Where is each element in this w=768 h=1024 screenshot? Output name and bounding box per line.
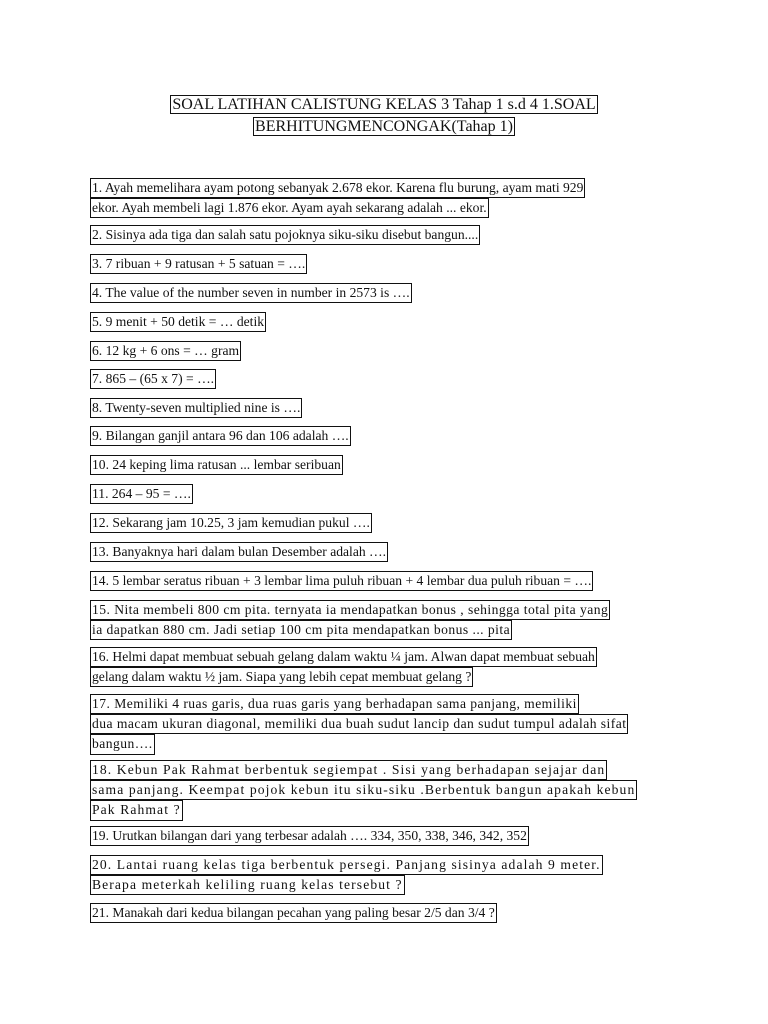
question-line: Pak Rahmat ? [90,800,183,820]
question-21 [90,903,497,923]
question-line: 10. 24 keping lima ratusan ... lembar seribuan [90,455,343,475]
question-line: 20. Lantai ruang kelas tiga berbentuk persegi. Panjang sisinya adalah 9 meter. [90,855,603,875]
question-line: 11. 264 – 95 = …. [90,484,193,504]
question-line: 8. Twenty-seven multiplied nine is …. [90,398,302,418]
question-line: 13. Banyaknya hari dalam bulan Desember adalah …. [90,542,388,562]
question-line: 6. 12 kg + 6 ons = … gram [90,341,241,361]
question-line: 18. Kebun Pak Rahmat berbentuk segiempat . Sisi yang berhadapan sejajar dan [90,760,607,780]
question-line: bangun…. [90,734,155,754]
question-line: 19. Urutkan bilangan dari yang terbesar adalah …. 334, 350, 338, 346, 342, 352 [90,826,529,846]
question-19 [90,826,529,846]
question-line: 7. 865 – (65 x 7) = …. [90,369,216,389]
title-line-2: BERHITUNGMENCONGAK(Tahap 1) [255,117,513,135]
question-4 [90,283,412,303]
question-line: dua macam ukuran diagonal, memiliki dua buah sudut lancip dan sudut tumpul adalah sifat [90,714,628,734]
question-line: ia dapatkan 880 cm. Jadi setiap 100 cm pita mendapatkan bonus ... pita [90,620,512,640]
question-12 [90,513,372,533]
document-title [0,94,768,137]
question-line: 1. Ayah memelihara ayam potong sebanyak 2.678 ekor. Karena flu burung, ayam mati 929 [90,178,585,198]
question-line: 3. 7 ribuan + 9 ratusan + 5 satuan = …. [90,254,307,274]
question-line: ekor. Ayah membeli lagi 1.876 ekor. Ayam ayah sekarang adalah ... ekor. [90,198,489,218]
question-line: 5. 9 menit + 50 detik = … detik [90,312,266,332]
question-13 [90,542,388,562]
question-line: 9. Bilangan ganjil antara 96 dan 106 adalah …. [90,426,351,446]
question-line: 12. Sekarang jam 10.25, 3 jam kemudian pukul …. [90,513,372,533]
title-line-1: SOAL LATIHAN CALISTUNG KELAS 3 Tahap 1 s.d 4 1.SOAL [172,96,596,113]
question-3 [90,254,307,274]
question-line: sama panjang. Keempat pojok kebun itu siku-siku .Berbentuk bangun apakah kebun [90,780,637,800]
question-20 [90,855,603,895]
question-15 [90,600,610,640]
question-2 [90,225,480,245]
question-line: Berapa meterkah keliling ruang kelas tersebut ? [90,875,405,895]
question-17 [90,694,628,755]
question-line: 16. Helmi dapat membuat sebuah gelang dalam waktu ¼ jam. Alwan dapat membuat sebuah [90,647,597,667]
question-1 [90,178,585,218]
question-10 [90,455,343,475]
question-9 [90,426,351,446]
question-16 [90,647,597,687]
question-line: gelang dalam waktu ½ jam. Siapa yang lebih cepat membuat gelang ? [90,667,473,687]
question-line: 14. 5 lembar seratus ribuan + 3 lembar lima puluh ribuan + 4 lembar dua puluh ribuan = …. [90,571,593,591]
question-line: 17. Memiliki 4 ruas garis, dua ruas garis yang berhadapan sama panjang, memiliki [90,694,579,714]
question-14 [90,571,593,591]
question-line: 15. Nita membeli 800 cm pita. ternyata ia mendapatkan bonus , sehingga total pita yang [90,600,610,620]
question-line: 21. Manakah dari kedua bilangan pecahan yang paling besar 2/5 dan 3/4 ? [90,903,497,923]
question-5 [90,312,266,332]
question-6 [90,341,241,361]
question-7 [90,369,216,389]
question-line: 4. The value of the number seven in number in 2573 is …. [90,283,412,303]
question-8 [90,398,302,418]
question-11 [90,484,193,504]
question-line: 2. Sisinya ada tiga dan salah satu pojoknya siku-siku disebut bangun.... [90,225,480,245]
question-18 [90,760,637,821]
